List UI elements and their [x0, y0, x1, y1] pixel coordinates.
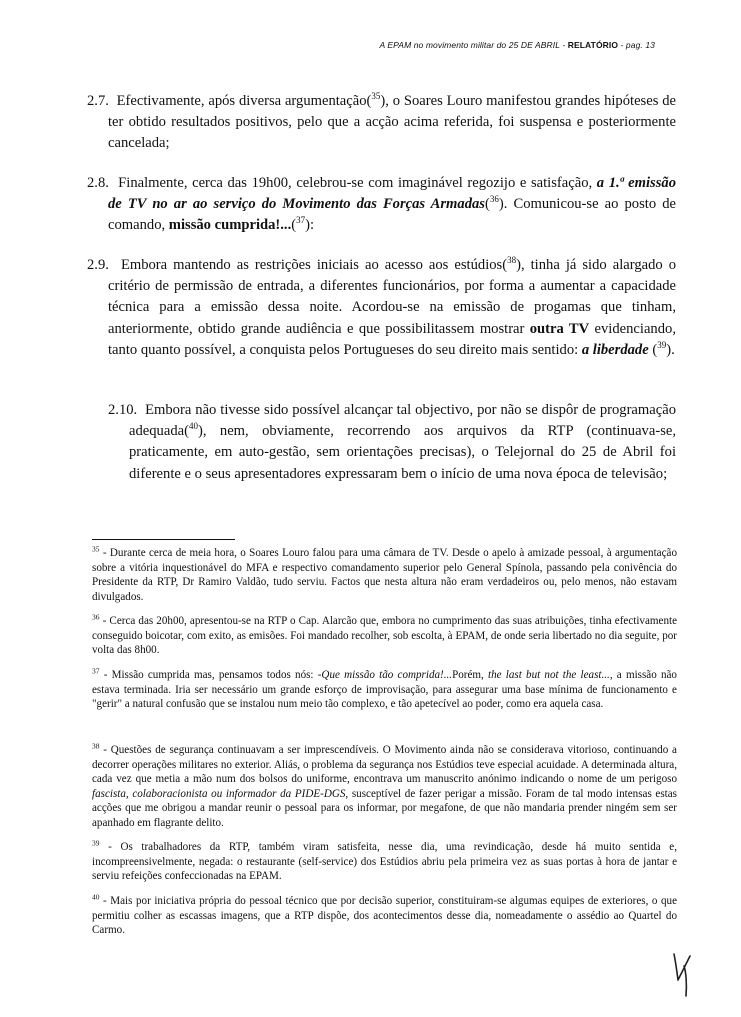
footnote-separator — [92, 539, 235, 540]
footnote-italic: -Que missão tão comprida!... — [317, 669, 453, 681]
paragraph-number: 2.9. — [87, 257, 109, 273]
footnote-ref: 35 — [371, 91, 381, 102]
footnote-ref: 37 — [296, 215, 306, 226]
footnote-text: - Cerca das 20h00, apresentou-se na RTP o Cap. Alarcão que, embora no cumprimento das suas atribuições, tinha efectivamente conseguido boicotar, com exito, as emisões. Foi mandado recolher, sob escolta, à EPAM, de onde seria libertado no dia seguite, por volta das 8h00. — [92, 615, 677, 657]
paragraph-text: ), nem, obviamente, recorrendo aos arquivos da RTP (continuava-se, praticamente, em auto-gestão, sem orientações precisas), o Telejornal do 25 de Abril foi diferente e o seus apresentadores expressaram bem o início de uma nova época de televisão; — [129, 423, 676, 482]
footnote-italic: the last but not the least... — [488, 669, 610, 681]
footnote-text: , a missão não estava terminada. Iria ser necessário um grande esforço de improvisação, para assegurar uma base mínima de funcionamento e "gerir" a natural confusão que se instalou num meio tão complexo, e tão apetecível ao poder, como era aquela casa. — [92, 669, 677, 711]
footnote-text: , susceptível de fazer perigar a missão. Foram de tal modo intensas estas acções que me obrigou a mandar reunir o pessoal para os informar, por megafone, de que não mandaria prender ningém sem ser apanhado em flagrante delito. — [92, 787, 677, 829]
emphasis-text: a 1.ª emissão de TV no ar ao serviço do Movimento das Forças Armadas — [108, 175, 677, 213]
footnote-37 — [92, 668, 677, 712]
page-header — [379, 40, 655, 50]
footnote-number: 39 — [92, 838, 100, 848]
paragraph-number: 2.10. — [108, 402, 138, 418]
footnote-40 — [92, 894, 677, 938]
paragraph-text: ( — [648, 341, 658, 358]
handwritten-initials — [668, 950, 696, 998]
paragraph-text: ), tinha já sido alargado o critério de permissão de entrada, a diferentes funcionários, por forma a aumentar a capacidade técnica para a emissão dessa noite. Acordou-se na emissão de progamas que tinham, anteriormente, obtido grande audiência e que possibilitassem mostrar — [108, 257, 677, 337]
footnote-ref: 36 — [489, 194, 499, 205]
footnote-italic: fascista, colaboracionista ou informador da PIDE-DGS — [92, 787, 346, 800]
footnote-number: 36 — [92, 612, 100, 622]
header-report-label: RELATÓRIO — [567, 40, 619, 50]
paragraph-text: evidenciando, tanto quanto possível, a conquista pelos Portugueses do seu direito mais sentido: — [108, 320, 676, 358]
footnote-ref: 40 — [188, 421, 198, 432]
paragraph-text: Finalmente, cerca das 19h00, celebrou-se com imaginável regozijo e satisfação, — [118, 175, 597, 191]
footnote-35 — [92, 546, 677, 604]
footnote-text: - Durante cerca de meia hora, o Soares Louro falou para uma câmara de TV. Desde o apelo à amizade pessoal, à argumentação sobre a vitória inquestionável do MFA e respectivo comandamento superior pelo General Spínola, passando pela conivência do Presidente da RTP, Dr Ramiro Valdão, tudo serviu. Factos que nesta altura não eram verdadeiros ou, pelo menos, não estavam divulgados. — [92, 547, 677, 603]
paragraph-text: ). — [666, 341, 675, 358]
footnote-text: Porém, — [452, 669, 489, 681]
bold-text: outra TV — [529, 320, 590, 337]
footnote-text: - Os trabalhadores da RTP, também viram satisfeita, nesse dia, uma revindicação, desde há muito sentida e, incompreensivelmente, negada: o restaurante (self-service) dos Estúdios abriu pela primeira vez as suas portas à hora de jantar e serviu refeições confeccionadas na EPAM. — [92, 841, 677, 883]
paragraph-text: : — [309, 217, 315, 234]
footnote-number: 35 — [92, 544, 100, 554]
bold-text: missão cumprida!... — [168, 217, 292, 234]
header-text: A EPAM no movimento militar do 25 DE ABRIL - — [379, 40, 568, 50]
paragraph-number: 2.7. — [87, 93, 109, 109]
footnote-ref: 38 — [507, 255, 517, 266]
footnote-text: - Questões de segurança continuavam a ser imprescendíveis. O Movimento ainda não se considerava vitorioso, continuando a decorrer operações militares no exterior. Aliás, o problema da segurança nos Estúdios teve especial acuidade. A determinada altura, cada vez que metia a mão num dos bolsos do uniforme, encontrava um manuscrito anónimo indicando o nome de um perigoso — [92, 744, 677, 786]
footnote-number: 37 — [92, 666, 100, 676]
paragraph-2-7 — [87, 91, 677, 155]
emphasis-text: a liberdade — [581, 341, 649, 358]
paragraph-2-8: 2.8. Finalmente, cerca das 19h00, celebrou-se com imaginável regozijo e satisfação, a 1.ª emissão de TV no ar ao serviço do Movimento das Forças Armadas($^{36}$). Comunicou-se ao posto de comando, missão cumprida!...($^{37}$): — [87, 175, 677, 234]
footnote-38 — [92, 743, 677, 831]
footnote-39 — [92, 840, 677, 884]
footnote-number: 40 — [92, 892, 100, 902]
paragraph-text: ), o Soares Louro manifestou grandes hipóteses de ter obtido resultados positivos, pelo que a acção acima referida, foi suspensa e posteriormente cancelada; — [108, 93, 677, 152]
footnote-36 — [92, 614, 677, 658]
footnote-text: - Mais por iniciativa própria do pessoal técnico que por decisão superior, constituiram-se algumas equipes de exteriores, o que permitiu colher as escassas imagens, que a RTP dispõe, dos acontecimentos desse dia, nomeadamente o assédio ao Quartel do Carmo. — [92, 895, 677, 937]
paragraph-text: Embora não tivesse sido possível alcançar tal objectivo, por não se dispôr de programação adequada( — [129, 402, 676, 440]
footnote-text: - Missão cumprida mas, pensamos todos nós: — [99, 669, 318, 681]
paragraph-2-9 — [87, 255, 677, 361]
paragraph-number: 2.8. — [87, 175, 109, 191]
paragraph-text: Embora mantendo as restrições iniciais ao acesso aos estúdios( — [120, 257, 508, 273]
footnote-ref: 39 — [657, 339, 667, 350]
paragraph-2-10 — [108, 400, 676, 485]
footnote-number: 38 — [92, 741, 100, 751]
paragraph-text: . Comunicou-se ao posto de comando, — [108, 196, 676, 234]
paragraph-text: Efectivamente, após diversa argumentação( — [116, 93, 372, 109]
header-page-number: - pag. 13 — [618, 40, 655, 50]
